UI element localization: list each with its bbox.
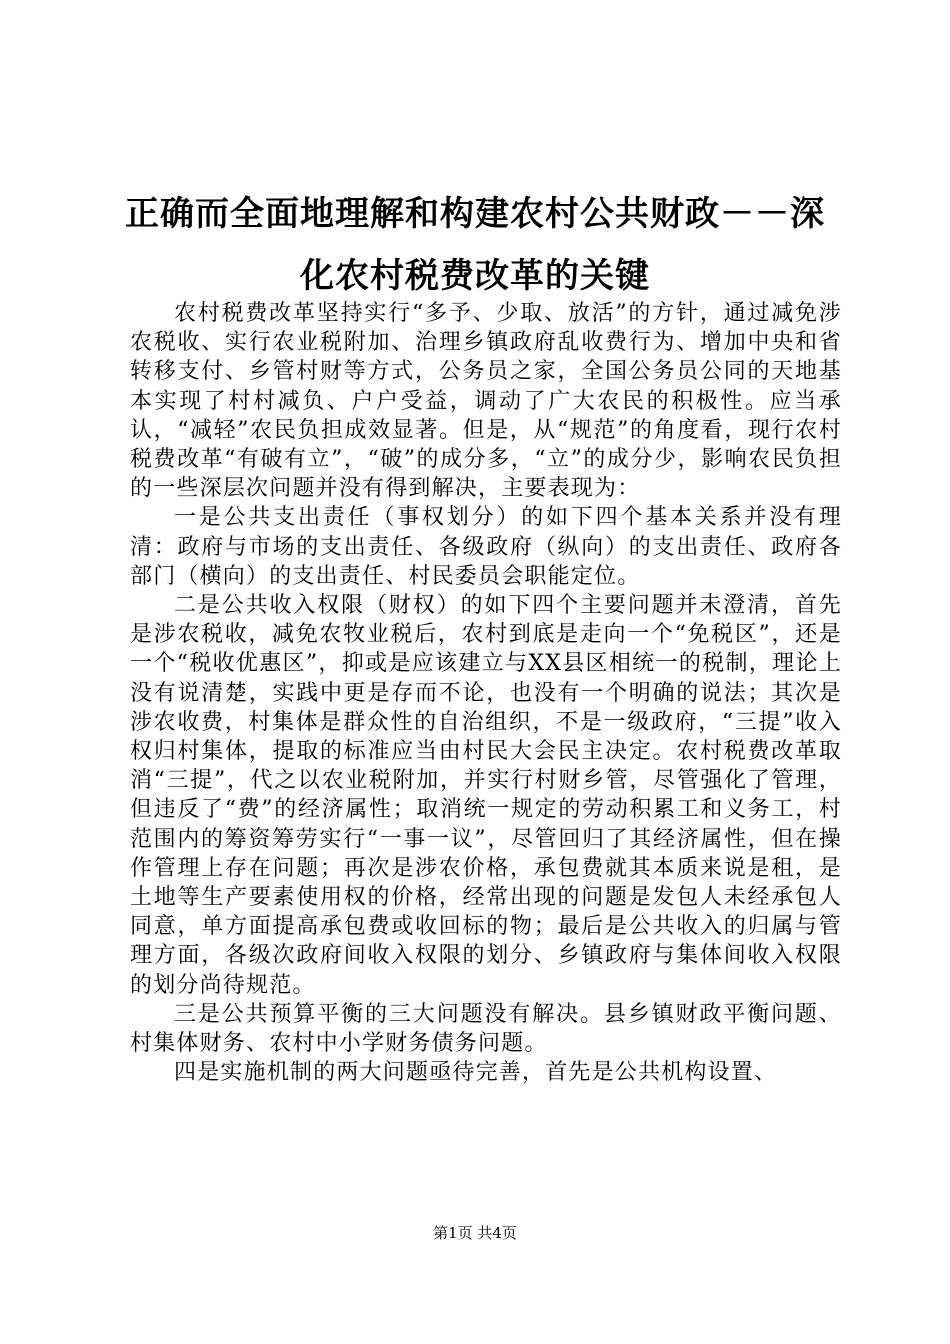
document-title-line-2: 化农村税费改革的关键 — [300, 256, 650, 296]
paragraph: 四是实施机制的两大问题亟待完善，首先是公共机构设置、 — [174, 1060, 778, 1086]
document-body — [130, 299, 842, 1087]
paragraph: 二是公共收入权限（财权）的如下四个主要问题并未澄清，首先是涉农税收，减免农牧业税后，农村到底是走向一个“免税区”，还是一个“税收优惠区”，抑或是应该建立与XX县区相统一的税制，理论上没有说清楚，实践中更是存而不论，也没有一个明确的说法；其次是涉农收费，村集体是群众性的自治组织，不是一级政府，“三提”收入权归村集体，提取的标准应当由村民大会民主决定。农村税费改革取消“三提”，代之以农业税附加，并实行村财乡管，尽管强化了管理，但违反了“费”的经济属性；取消统一规定的劳动积累工和义务工，村范围内的筹资筹劳实行“一事一议”，尽管回归了其经济属性，但在操作管理上存在问题；再次是涉农价格，承包费就其本质来说是租，是土地等生产要素使用权的价格，经常出现的问题是发包人未经承包人同意，单方面提高承包费或收回标的物；最后是公共收入的归属与管理方面，各级次政府间收入权限的划分、乡镇政府与集体间收入权限的划分尚待规范。 — [130, 593, 842, 998]
paragraph: 农村税费改革坚持实行“多予、少取、放活”的方针，通过减免涉农税收、实行农业税附加、治理乡镇政府乱收费行为、增加中央和省转移支付、乡管村财等方式，公务员之家，全国公务员公同的天地基本实现了村村减负、户户受益，调动了广大农民的积极性。应当承认，“减轻”农民负担成效显著。但是，从“规范”的角度看，现行农村税费改革“有破有立”，“破”的成分多，“立”的成分少，影响农民负担的一些深层次问题并没有得到解决，主要表现为： — [130, 301, 842, 502]
page-number-footer: 第1页 共4页 — [433, 1224, 517, 1242]
paragraph: 三是公共预算平衡的三大问题没有解决。县乡镇财政平衡问题、村集体财务、农村中小学财务债务问题。 — [130, 1001, 842, 1057]
paragraph: 一是公共支出责任（事权划分）的如下四个基本关系并没有理清：政府与市场的支出责任、各级政府（纵向）的支出责任、政府各部门（横向）的支出责任、村民委员会职能定位。 — [130, 505, 842, 589]
document-title-line-1: 正确而全面地理解和构建农村公共财政－－深 — [125, 194, 825, 234]
